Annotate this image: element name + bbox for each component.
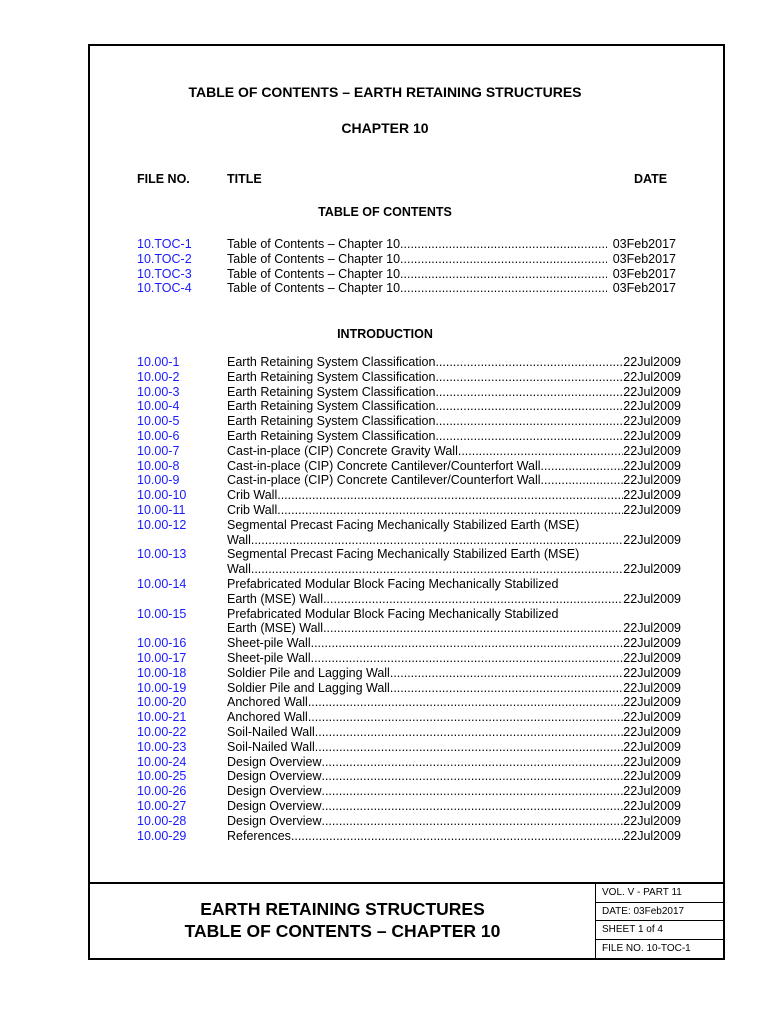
- file-number-link[interactable]: 10.00-29: [137, 828, 187, 843]
- entry-title: Segmental Precast Facing Mechanically Stabilized Earth (MSE): [227, 517, 580, 532]
- entry-title-block: [227, 488, 681, 503]
- entry-title-block: [227, 695, 681, 710]
- entry-date: 03Feb2017: [612, 281, 676, 296]
- column-header-date: DATE: [634, 172, 668, 186]
- dot-leader: [435, 429, 623, 444]
- entry-line: [227, 473, 681, 488]
- entry-title: Soldier Pile and Lagging Wall: [227, 665, 390, 680]
- entry-title: Crib Wall: [227, 488, 278, 503]
- list-item: [0, 814, 770, 829]
- file-number-link[interactable]: 10.00-27: [137, 798, 187, 813]
- entry-title: Wall: [227, 532, 251, 547]
- dot-leader: [321, 799, 623, 814]
- entry-line: [227, 784, 681, 799]
- list-item: [0, 651, 770, 666]
- entry-title-block: [227, 459, 681, 474]
- chapter-heading: CHAPTER 10: [341, 120, 429, 136]
- entry-title-block: [227, 370, 681, 385]
- entry-date: 22Jul2009: [623, 695, 681, 710]
- entry-line: [227, 281, 676, 296]
- entry-title: Table of Contents – Chapter 10: [227, 281, 401, 296]
- entry-date: 03Feb2017: [612, 266, 676, 281]
- file-number-link[interactable]: 10.00-20: [137, 695, 187, 710]
- entry-title-block: [227, 267, 676, 282]
- entry-line: [227, 562, 681, 577]
- entry-title-block: [227, 799, 681, 814]
- entry-date: 22Jul2009: [623, 784, 681, 799]
- list-item: [0, 636, 770, 651]
- entry-title-block: [227, 503, 681, 518]
- entry-date: 22Jul2009: [623, 473, 681, 488]
- entry-title: Design Overview: [227, 798, 322, 813]
- entry-title: Table of Contents – Chapter 10: [227, 237, 401, 251]
- file-number-link[interactable]: 10.00-18: [137, 665, 187, 680]
- entry-title-block: [227, 473, 681, 488]
- entry-title: Design Overview: [227, 784, 322, 799]
- entry-line: [227, 267, 676, 282]
- entry-title: Earth Retaining System Classification: [227, 355, 436, 369]
- file-number-link[interactable]: 10.00-14: [137, 576, 187, 591]
- entry-line: [227, 651, 681, 666]
- entry-title-block: [227, 547, 681, 577]
- dot-leader: [541, 473, 624, 488]
- entry-line: [227, 799, 681, 814]
- dot-leader: [321, 755, 623, 770]
- entry-date: 22Jul2009: [623, 428, 681, 443]
- entry-line: [227, 252, 676, 267]
- entry-title-block: [227, 429, 681, 444]
- entry-title: Design Overview: [227, 769, 322, 784]
- entry-title-block: [227, 651, 681, 666]
- entry-line: [227, 666, 681, 681]
- entry-title: Soil-Nailed Wall: [227, 724, 315, 739]
- dot-leader: [277, 488, 623, 503]
- footer-vol: VOL. V - PART 11: [596, 884, 723, 903]
- list-item: [0, 740, 770, 755]
- column-header-file-no: FILE NO.: [137, 172, 190, 186]
- entry-line: [227, 829, 681, 844]
- list-item: [0, 503, 770, 518]
- entry-title: Anchored Wall: [227, 710, 308, 725]
- dot-leader: [315, 740, 624, 755]
- file-number-link[interactable]: 10.00-9: [137, 473, 180, 488]
- entry-title: Earth Retaining System Classification: [227, 384, 436, 399]
- list-item: [0, 429, 770, 444]
- footer-date: DATE: 03Feb2017: [596, 903, 723, 922]
- file-number-link[interactable]: 10.00-7: [137, 443, 180, 458]
- entry-line: [227, 429, 681, 444]
- entry-date: 22Jul2009: [623, 369, 681, 384]
- entry-line: [227, 503, 681, 518]
- dot-leader: [390, 666, 623, 681]
- entry-date: 22Jul2009: [623, 414, 681, 429]
- entry-date: 22Jul2009: [623, 399, 681, 414]
- list-item: [0, 399, 770, 414]
- list-item: [0, 681, 770, 696]
- file-number-link[interactable]: 10.00-8: [137, 458, 180, 473]
- entry-title-block: [227, 577, 681, 607]
- dot-leader: [435, 414, 623, 429]
- entry-line: [227, 621, 681, 636]
- entry-date: 22Jul2009: [623, 488, 681, 503]
- file-number-link[interactable]: 10.TOC-2: [137, 251, 192, 266]
- list-item: [0, 414, 770, 429]
- dot-leader: [251, 533, 623, 548]
- list-item: [0, 725, 770, 740]
- list-item: [0, 237, 770, 252]
- entry-title-block: [227, 784, 681, 799]
- section-heading-introduction: INTRODUCTION: [337, 327, 433, 341]
- entry-title: Cast-in-place (CIP) Concrete Gravity Wall: [227, 443, 458, 458]
- entry-line: [227, 444, 681, 459]
- entry-title-block: [227, 725, 681, 740]
- entry-line: [227, 592, 681, 607]
- file-number-link[interactable]: 10.TOC-3: [137, 266, 192, 281]
- entry-title-block: [227, 636, 681, 651]
- entry-line: [227, 814, 681, 829]
- entry-title: Design Overview: [227, 813, 322, 828]
- entry-title-block: [227, 281, 676, 296]
- list-item: [0, 577, 770, 607]
- entry-date: 22Jul2009: [623, 680, 681, 695]
- list-item: [0, 755, 770, 770]
- file-number-link[interactable]: 10.00-25: [137, 769, 187, 784]
- entry-title-block: [227, 414, 681, 429]
- dot-leader: [277, 503, 623, 518]
- entry-date: 03Feb2017: [612, 237, 676, 251]
- entry-title: Soil-Nailed Wall: [227, 739, 315, 754]
- dot-leader: [400, 237, 607, 252]
- file-number-link[interactable]: 10.00-24: [137, 754, 187, 769]
- list-item: [0, 385, 770, 400]
- dot-leader: [291, 829, 623, 844]
- toc-list: [0, 237, 770, 296]
- entry-title-block: [227, 444, 681, 459]
- entry-title: Earth Retaining System Classification: [227, 414, 436, 429]
- entry-title-line: [227, 607, 681, 622]
- entry-date: 22Jul2009: [623, 754, 681, 769]
- entry-title-block: [227, 710, 681, 725]
- entry-date: 22Jul2009: [623, 502, 681, 517]
- entry-title: Soldier Pile and Lagging Wall: [227, 680, 390, 695]
- entry-title-block: [227, 252, 676, 267]
- file-number-link[interactable]: 10.00-4: [137, 399, 180, 414]
- file-number-link[interactable]: 10.00-23: [137, 739, 187, 754]
- document-title: TABLE OF CONTENTS – EARTH RETAINING STRUCTURES: [188, 84, 582, 100]
- entry-line: [227, 636, 681, 651]
- entry-title-block: [227, 385, 681, 400]
- entry-date: 22Jul2009: [623, 828, 681, 843]
- entry-date: 22Jul2009: [623, 591, 681, 606]
- entry-title: Earth Retaining System Classification: [227, 428, 436, 443]
- footer-sheet: SHEET 1 of 4: [596, 921, 723, 940]
- entry-line: [227, 769, 681, 784]
- entry-date: 22Jul2009: [623, 562, 681, 577]
- file-number-link[interactable]: 10.00-13: [137, 547, 187, 562]
- entry-line: [227, 414, 681, 429]
- entry-title-block: [227, 355, 681, 370]
- entry-date: 22Jul2009: [623, 443, 681, 458]
- entry-date: 22Jul2009: [623, 813, 681, 828]
- entry-line: [227, 533, 681, 548]
- entry-date: 22Jul2009: [623, 724, 681, 739]
- entry-title: Earth (MSE) Wall: [227, 591, 324, 606]
- entry-title: Design Overview: [227, 754, 322, 769]
- entry-title: Wall: [227, 562, 251, 577]
- entry-title: Crib Wall: [227, 502, 278, 517]
- list-item: [0, 355, 770, 370]
- file-number-link[interactable]: 10.TOC-4: [137, 281, 192, 296]
- entry-title: Sheet-pile Wall: [227, 650, 311, 665]
- dot-leader: [400, 252, 607, 267]
- list-item: [0, 829, 770, 844]
- file-number-link[interactable]: 10.00-5: [137, 414, 180, 429]
- file-number-link[interactable]: 10.00-26: [137, 784, 187, 799]
- entry-date: 22Jul2009: [623, 384, 681, 399]
- file-number-link[interactable]: 10.00-10: [137, 488, 187, 503]
- list-item: [0, 547, 770, 577]
- entry-title-block: [227, 518, 681, 548]
- file-number-link[interactable]: 10.00-6: [137, 428, 180, 443]
- entry-title: Table of Contents – Chapter 10: [227, 251, 401, 266]
- dot-leader: [435, 370, 623, 385]
- entry-title: Earth Retaining System Classification: [227, 369, 436, 384]
- file-number-link[interactable]: 10.TOC-1: [137, 237, 192, 251]
- list-item: [0, 459, 770, 474]
- list-item: [0, 444, 770, 459]
- entry-line: [227, 695, 681, 710]
- entry-line: [227, 488, 681, 503]
- entry-date: 22Jul2009: [623, 769, 681, 784]
- entry-date: 22Jul2009: [623, 458, 681, 473]
- dot-leader: [321, 769, 623, 784]
- entry-title: Sheet-pile Wall: [227, 636, 311, 651]
- list-item: [0, 370, 770, 385]
- footer-title-line-1: EARTH RETAINING STRUCTURES: [200, 899, 485, 919]
- footer-title-line-2: TABLE OF CONTENTS – CHAPTER 10: [184, 921, 501, 941]
- entry-title: References: [227, 828, 291, 843]
- list-item: [0, 267, 770, 282]
- entry-line: [227, 740, 681, 755]
- list-item: [0, 281, 770, 296]
- entry-line: [227, 399, 681, 414]
- file-number-link[interactable]: 10.00-28: [137, 813, 187, 828]
- entry-line: [227, 370, 681, 385]
- dot-leader: [541, 459, 624, 474]
- entry-title-block: [227, 829, 681, 844]
- entry-title: Prefabricated Modular Block Facing Mechanically Stabilized: [227, 606, 559, 621]
- entry-title-block: [227, 666, 681, 681]
- entry-title-block: [227, 814, 681, 829]
- footer-title: [90, 898, 595, 942]
- introduction-list: [0, 355, 770, 843]
- entry-date: 22Jul2009: [623, 665, 681, 680]
- entry-title-block: [227, 755, 681, 770]
- entry-title-line: [227, 518, 681, 533]
- list-item: [0, 607, 770, 637]
- dot-leader: [400, 267, 607, 282]
- title-block: [90, 882, 723, 958]
- file-number-link[interactable]: 10.00-17: [137, 650, 187, 665]
- entry-date: 22Jul2009: [623, 739, 681, 754]
- dot-leader: [323, 592, 623, 607]
- dot-leader: [323, 621, 623, 636]
- entry-date: 22Jul2009: [623, 621, 681, 636]
- dot-leader: [315, 725, 624, 740]
- file-number-link[interactable]: 10.00-22: [137, 724, 187, 739]
- entry-title-line: [227, 547, 681, 562]
- entry-line: [227, 459, 681, 474]
- file-number-link[interactable]: 10.00-3: [137, 384, 180, 399]
- entry-date: 22Jul2009: [623, 532, 681, 547]
- list-item: [0, 488, 770, 503]
- entry-line: [227, 237, 676, 252]
- list-item: [0, 710, 770, 725]
- file-number-link[interactable]: 10.00-12: [137, 517, 187, 532]
- file-number-link[interactable]: 10.00-1: [137, 355, 180, 369]
- file-number-link[interactable]: 10.00-2: [137, 369, 180, 384]
- dot-leader: [390, 681, 623, 696]
- entry-title-block: [227, 681, 681, 696]
- entry-title-block: [227, 237, 676, 252]
- entry-title: Prefabricated Modular Block Facing Mechanically Stabilized: [227, 576, 559, 591]
- entry-title-block: [227, 769, 681, 784]
- dot-leader: [311, 636, 624, 651]
- entry-title: Earth Retaining System Classification: [227, 399, 436, 414]
- entry-title-line: [227, 577, 681, 592]
- dot-leader: [321, 814, 623, 829]
- file-number-link[interactable]: 10.00-15: [137, 606, 187, 621]
- dot-leader: [458, 444, 623, 459]
- dot-leader: [308, 695, 623, 710]
- list-item: [0, 252, 770, 267]
- entry-title-block: [227, 740, 681, 755]
- entry-title: Segmental Precast Facing Mechanically Stabilized Earth (MSE): [227, 547, 580, 562]
- entry-line: [227, 385, 681, 400]
- entry-title: Earth (MSE) Wall: [227, 621, 324, 636]
- entry-date: 22Jul2009: [623, 355, 681, 369]
- footer-meta: [595, 884, 723, 958]
- entry-line: [227, 681, 681, 696]
- entry-title: Table of Contents – Chapter 10: [227, 266, 401, 281]
- dot-leader: [435, 355, 623, 370]
- dot-leader: [311, 651, 624, 666]
- entry-title: Cast-in-place (CIP) Concrete Cantilever/Counterfort Wall: [227, 458, 541, 473]
- list-item: [0, 799, 770, 814]
- entry-date: 22Jul2009: [623, 798, 681, 813]
- entry-title: Anchored Wall: [227, 695, 308, 710]
- entry-title-block: [227, 399, 681, 414]
- dot-leader: [308, 710, 623, 725]
- entry-title-block: [227, 607, 681, 637]
- entry-line: [227, 725, 681, 740]
- dot-leader: [321, 784, 623, 799]
- entry-line: [227, 755, 681, 770]
- entry-date: 03Feb2017: [612, 251, 676, 266]
- entry-date: 22Jul2009: [623, 710, 681, 725]
- entry-line: [227, 355, 681, 370]
- file-number-link[interactable]: 10.00-21: [137, 710, 187, 725]
- entry-line: [227, 710, 681, 725]
- dot-leader: [251, 562, 623, 577]
- dot-leader: [435, 399, 623, 414]
- file-number-link[interactable]: 10.00-19: [137, 680, 187, 695]
- entry-date: 22Jul2009: [623, 636, 681, 651]
- list-item: [0, 473, 770, 488]
- section-heading-toc: TABLE OF CONTENTS: [318, 205, 452, 219]
- list-item: [0, 666, 770, 681]
- entry-title: Cast-in-place (CIP) Concrete Cantilever/Counterfort Wall: [227, 473, 541, 488]
- entry-date: 22Jul2009: [623, 650, 681, 665]
- file-number-link[interactable]: 10.00-16: [137, 636, 187, 651]
- list-item: [0, 784, 770, 799]
- list-item: [0, 518, 770, 548]
- list-item: [0, 695, 770, 710]
- file-number-link[interactable]: 10.00-11: [137, 502, 186, 517]
- footer-file-no: FILE NO. 10-TOC-1: [602, 942, 691, 954]
- dot-leader: [400, 281, 607, 296]
- dot-leader: [435, 385, 623, 400]
- list-item: [0, 769, 770, 784]
- column-header-title: TITLE: [227, 172, 262, 186]
